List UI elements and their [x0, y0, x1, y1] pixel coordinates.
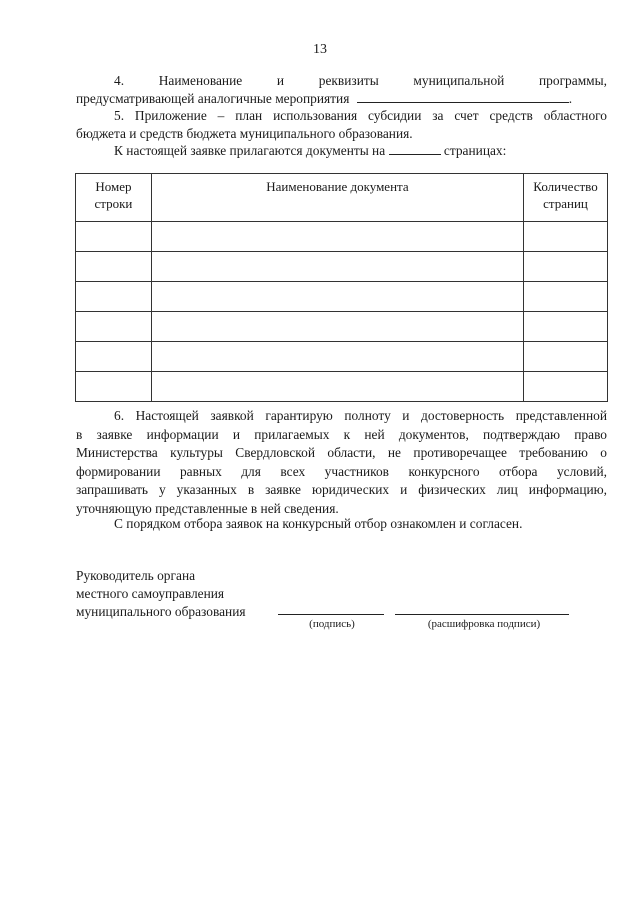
table-row [76, 282, 608, 312]
signature-decoding-line[interactable] [395, 614, 569, 615]
signatory-line2: местного самоуправления [76, 586, 225, 601]
item4-text: предусматривающей аналогичные мероприятия [76, 90, 350, 106]
header-document-name: Наименование документа [151, 174, 523, 222]
signature-line[interactable] [278, 614, 384, 615]
program-details-blank[interactable] [357, 91, 569, 103]
signature-caption: (подпись) [309, 618, 355, 630]
cell-page-count[interactable] [524, 312, 608, 342]
page-count-blank[interactable] [389, 143, 441, 155]
signature-decoding-caption: (расшифровка подписи) [427, 618, 541, 630]
item5-line2: бюджета и средств бюджета муниципального образования. [76, 125, 413, 141]
item4-end: . [568, 90, 573, 106]
page-number: 13 [313, 42, 327, 57]
cell-row-number[interactable] [76, 372, 152, 402]
cell-document-name[interactable] [151, 282, 523, 312]
cell-document-name[interactable] [151, 252, 523, 282]
cell-row-number[interactable] [76, 222, 152, 252]
documents-table [75, 173, 608, 402]
agreement-statement: С порядком отбора заявок на конкурсный отбор ознакомлен и согласен. [114, 516, 523, 531]
table-header-row [76, 174, 608, 222]
table-row [76, 222, 608, 252]
attachments-text-after: страницах: [443, 143, 507, 158]
item5-line1: 5. Приложение – план использования субсидии за счет средств областного [114, 108, 607, 123]
item4-line2 [76, 90, 607, 108]
cell-row-number[interactable] [76, 342, 152, 372]
item6-line5: запрашивать у указанных в заявке юридических и физических лиц информацию, [76, 482, 607, 497]
cell-document-name[interactable] [151, 222, 523, 252]
attachments-line [76, 142, 607, 160]
cell-document-name[interactable] [151, 342, 523, 372]
signatory-line1: Руководитель органа [76, 568, 196, 583]
item6-line1: 6. Настоящей заявкой гарантирую полноту и достоверность представленной [114, 408, 607, 423]
attachments-text-before: К настоящей заявке прилагаются документы на [114, 143, 386, 158]
cell-page-count[interactable] [524, 342, 608, 372]
cell-document-name[interactable] [151, 372, 523, 402]
cell-row-number[interactable] [76, 282, 152, 312]
signatory-line3: муниципального образования [76, 604, 246, 619]
table-row [76, 252, 608, 282]
table-row [76, 372, 608, 402]
cell-row-number[interactable] [76, 252, 152, 282]
item6-line3: Министерства культуры Свердловской области, не противоречащее требованию о [76, 445, 607, 460]
cell-page-count[interactable] [524, 222, 608, 252]
item6-line4: формировании равных для всех участников конкурсного отбора условий, [76, 463, 607, 479]
table-row [76, 342, 608, 372]
cell-page-count[interactable] [524, 282, 608, 312]
cell-page-count[interactable] [524, 252, 608, 282]
item6-line6: уточняющую представленные в ней сведения. [76, 500, 339, 516]
cell-row-number[interactable] [76, 312, 152, 342]
cell-document-name[interactable] [151, 312, 523, 342]
item6-line2: в заявке информации и прилагаемых к ней документов, подтверждаю право [76, 426, 607, 442]
table-row [76, 312, 608, 342]
header-page-count: Количество страниц [524, 174, 608, 222]
header-row-number: Номер строки [76, 174, 152, 222]
item4-line1: 4. Наименование и реквизиты муниципальной программы, [114, 73, 607, 88]
cell-page-count[interactable] [524, 372, 608, 402]
